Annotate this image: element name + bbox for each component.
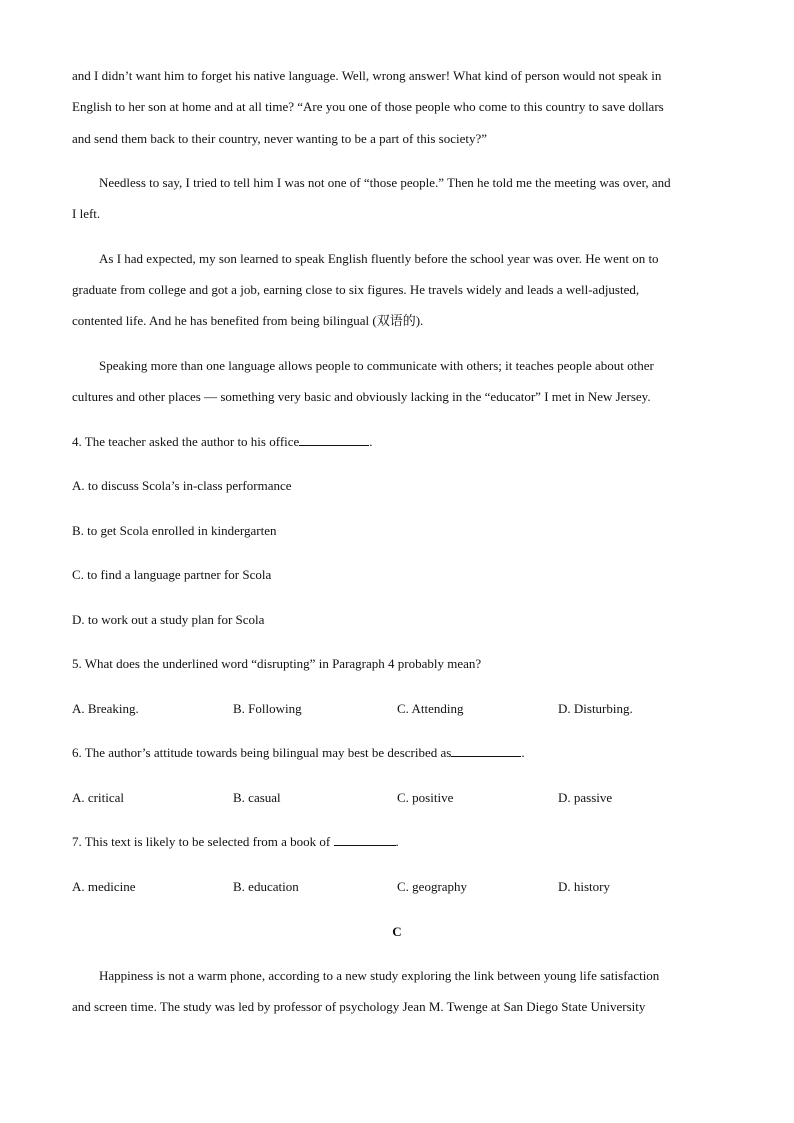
q6-option-a: A. critical: [72, 790, 124, 805]
q4-option-a: A. to discuss Scola’s in-class performance: [72, 478, 292, 493]
passage-line: and screen time. The study was led by professor of psychology Jean M. Twenge at San Diego State University: [72, 999, 646, 1014]
passage-line: contented life. And he has benefited from being bilingual (双语的).: [72, 313, 424, 328]
passage-line: and I didn’t want him to forget his native language. Well, wrong answer! What kind of person would not speak in: [72, 68, 662, 83]
question-6-stem: [72, 745, 525, 761]
question-end: .: [395, 834, 399, 849]
question-end: .: [369, 434, 373, 449]
question-text: 6. The author’s attitude towards being bilingual may best be described as: [72, 745, 452, 760]
question-text: 4. The teacher asked the author to his office: [72, 434, 300, 449]
q6-option-c: C. positive: [397, 790, 454, 805]
answer-blank: [334, 834, 396, 846]
q5-option-b: B. Following: [233, 701, 302, 716]
section-heading: C: [392, 924, 402, 939]
question-4-stem: [72, 434, 373, 450]
q5-option-c: C. Attending: [397, 701, 464, 716]
q5-option-d: D. Disturbing.: [558, 701, 633, 716]
question-5-stem: 5. What does the underlined word “disrupting” in Paragraph 4 probably mean?: [72, 656, 482, 671]
q6-option-b: B. casual: [233, 790, 281, 805]
passage-line: cultures and other places — something very basic and obviously lacking in the “educator” I met in New Jersey.: [72, 389, 651, 404]
answer-blank: [299, 434, 369, 446]
q7-option-c: C. geography: [397, 879, 468, 894]
q7-option-b: B. education: [233, 879, 299, 894]
passage-line: Needless to say, I tried to tell him I was not one of “those people.” Then he told me the meeting was over, and: [99, 175, 671, 190]
question-text: 7. This text is likely to be selected from a book of: [72, 834, 331, 849]
passage-line: and send them back to their country, never wanting to be a part of this society?”: [72, 131, 488, 146]
q7-option-d: D. history: [558, 879, 610, 894]
q4-option-d: D. to work out a study plan for Scola: [72, 612, 265, 627]
passage-line: Happiness is not a warm phone, according to a new study exploring the link between young life satisfaction: [99, 968, 660, 983]
passage-line: As I had expected, my son learned to speak English fluently before the school year was over. He went on to: [99, 251, 659, 266]
q7-option-a: A. medicine: [72, 879, 136, 894]
passage-line: I left.: [72, 206, 101, 221]
q4-option-c: C. to find a language partner for Scola: [72, 567, 272, 582]
answer-blank: [451, 745, 521, 757]
passage-line: graduate from college and got a job, earning close to six figures. He travels widely and leads a well-adjusted,: [72, 282, 640, 297]
q5-option-a: A. Breaking.: [72, 701, 139, 716]
question-end: .: [521, 745, 525, 760]
passage-line: Speaking more than one language allows people to communicate with others; it teaches people about other: [99, 358, 654, 373]
q4-option-b: B. to get Scola enrolled in kindergarten: [72, 523, 277, 538]
passage-line: English to her son at home and at all time? “Are you one of those people who come to this country to save dollars: [72, 99, 664, 114]
q6-option-d: D. passive: [558, 790, 613, 805]
question-7-stem: [72, 834, 399, 850]
